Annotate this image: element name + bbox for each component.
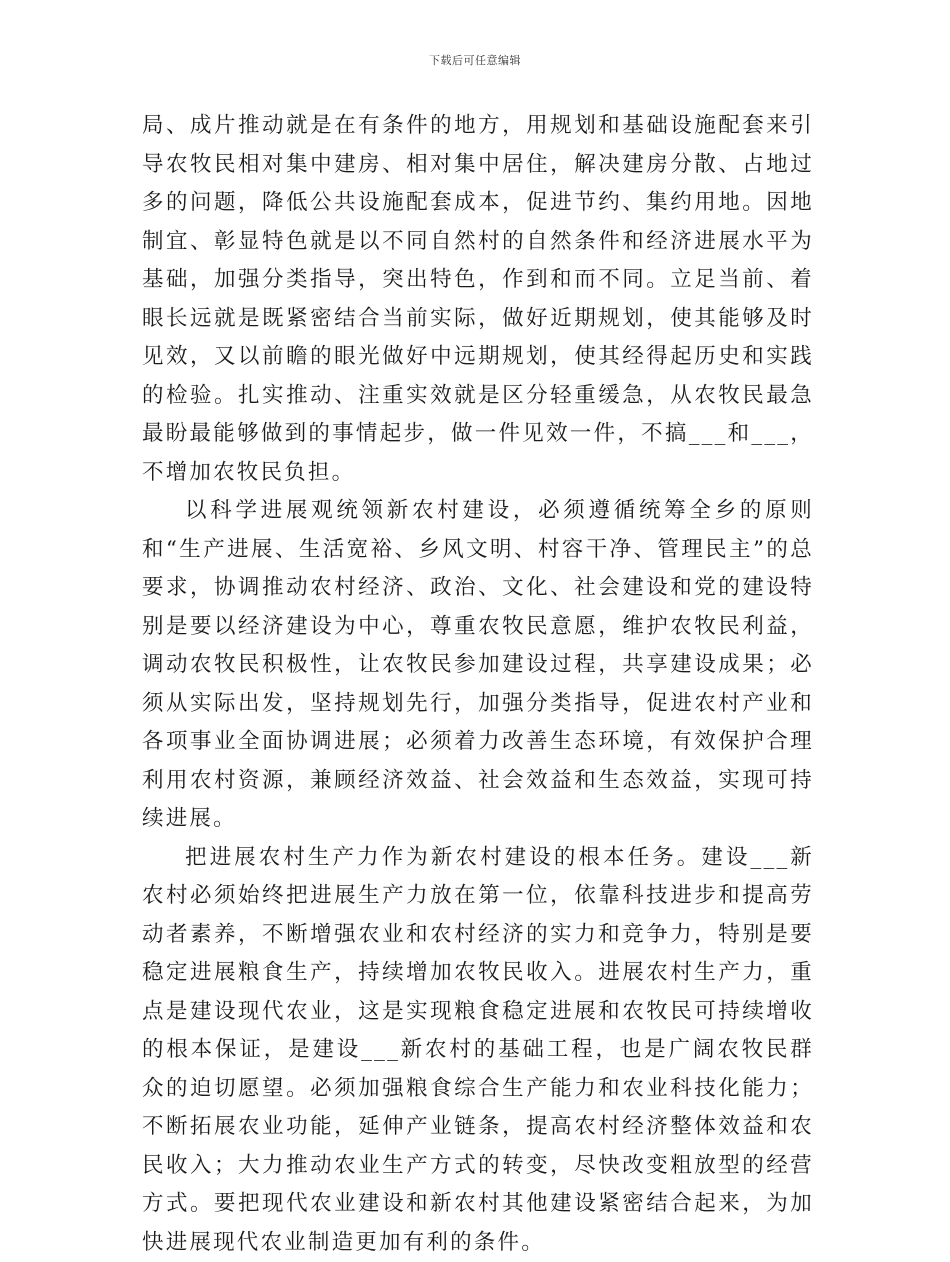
paragraph-1: 局、成片推动就是在有条件的地方，用规划和基础设施配套来引导农牧民相对集中建房、相对集中居住，解决建房分散、占地过多的问题，降低公共设施配套成本，促进节约、集约用地。因地制宜、彰显特色就是以不同自然村的自然条件和经济进展水平为基础，加强分类指导，突出特色，作到和而不同。立足当前、着眼长远就是既紧密结合当前实际，做好近期规划，使其能够及时见效，又以前瞻的眼光做好中远期规划，使其经得起历史和实践的检验。扎实推动、注重实效就是区分轻重缓急，从农牧民最急最盼最能够做到的事情起步，做一件见效一件，不搞___和___，不增加农牧民负担。 — [142, 107, 814, 492]
page-header: 下载后可任意编辑 — [0, 52, 950, 68]
document-body — [142, 107, 814, 1262]
paragraph-3: 把进展农村生产力作为新农村建设的根本任务。建设___新农村必须始终把进展生产力放在第一位，依靠科技进步和提高劳动者素养，不断增强农业和农村经济的实力和竞争力，特别是要稳定进展粮食生产，持续增加农牧民收入。进展农村生产力，重点是建设现代农业，这是实现粮食稳定进展和农牧民可持续增收的根本保证，是建设___新农村的基础工程，也是广阔农牧民群众的迫切愿望。必须加强粮食综合生产能力和农业科技化能力；不断拓展农业功能，延伸产业链条，提高农村经济整体效益和农民收入；大力推动农业生产方式的转变，尽快改变粗放型的经营方式。要把现代农业建设和新农村其他建设紧密结合起来，为加快进展现代农业制造更加有利的条件。 — [142, 839, 814, 1262]
paragraph-2: 以科学进展观统领新农村建设，必须遵循统筹全乡的原则和“生产进展、生活宽裕、乡风文明、村容干净、管理民主”的总要求，协调推动农村经济、政治、文化、社会建设和党的建设特别是要以经济建设为中心，尊重农牧民意愿，维护农牧民利益，调动农牧民积极性，让农牧民参加建设过程，共享建设成果；必须从实际出发，坚持规划先行，加强分类指导，促进农村产业和各项事业全面协调进展；必须着力改善生态环境，有效保护合理利用农村资源，兼顾经济效益、社会效益和生态效益，实现可持续进展。 — [142, 492, 814, 839]
